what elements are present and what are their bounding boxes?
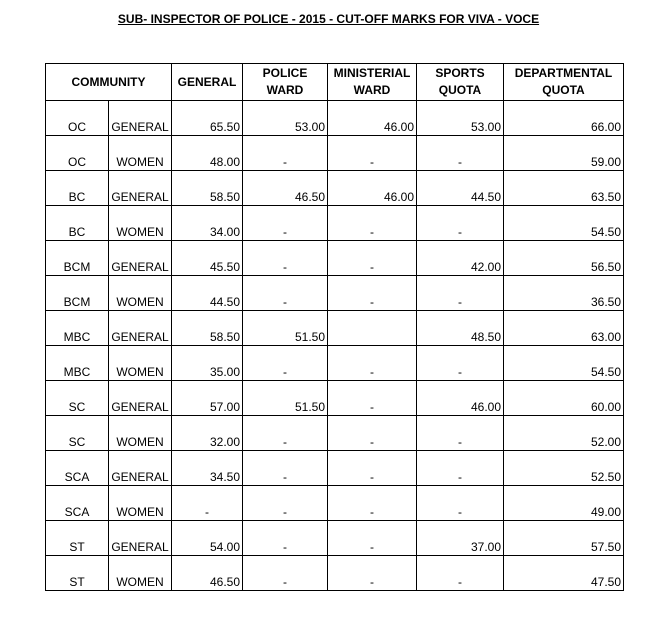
sports-quota-cell: - <box>417 486 504 521</box>
departmental-quota-cell: 49.00 <box>504 486 624 521</box>
category-cell: GENERAL <box>109 101 172 136</box>
table-row <box>46 416 624 451</box>
header-community: COMMUNITY <box>46 64 172 101</box>
departmental-quota-cell: 52.00 <box>504 416 624 451</box>
sports-quota-cell: - <box>417 451 504 486</box>
sports-quota-cell: - <box>417 346 504 381</box>
police-ward-cell: - <box>243 486 328 521</box>
general-cell: 35.00 <box>172 346 243 381</box>
ministerial-ward-cell: - <box>328 136 417 171</box>
ministerial-ward-cell: - <box>328 451 417 486</box>
community-cell: BC <box>46 206 109 241</box>
table-row <box>46 521 624 556</box>
category-cell: WOMEN <box>109 556 172 591</box>
table-row <box>46 311 624 346</box>
departmental-quota-cell: 36.50 <box>504 276 624 311</box>
table-row <box>46 241 624 276</box>
general-cell: 57.00 <box>172 381 243 416</box>
police-ward-cell: - <box>243 346 328 381</box>
ministerial-ward-cell: - <box>328 206 417 241</box>
cutoff-marks-table <box>45 63 624 591</box>
header-sports-quota: SPORTS QUOTA <box>417 64 504 101</box>
sports-quota-cell: 53.00 <box>417 101 504 136</box>
community-cell: MBC <box>46 346 109 381</box>
community-cell: SCA <box>46 451 109 486</box>
category-cell: WOMEN <box>109 346 172 381</box>
ministerial-ward-cell: 46.00 <box>328 101 417 136</box>
table-row <box>46 171 624 206</box>
departmental-quota-cell: 60.00 <box>504 381 624 416</box>
header-general: GENERAL <box>172 64 243 101</box>
category-cell: GENERAL <box>109 381 172 416</box>
table-row <box>46 451 624 486</box>
departmental-quota-cell: 54.50 <box>504 206 624 241</box>
police-ward-cell: - <box>243 451 328 486</box>
sports-quota-cell: - <box>417 206 504 241</box>
general-cell: 46.50 <box>172 556 243 591</box>
general-cell: 34.50 <box>172 451 243 486</box>
ministerial-ward-cell: - <box>328 276 417 311</box>
table-row <box>46 556 624 591</box>
departmental-quota-cell: 47.50 <box>504 556 624 591</box>
police-ward-cell: - <box>243 136 328 171</box>
category-cell: GENERAL <box>109 311 172 346</box>
sports-quota-cell: 46.00 <box>417 381 504 416</box>
police-ward-cell: - <box>243 241 328 276</box>
community-cell: OC <box>46 136 109 171</box>
table-row <box>46 206 624 241</box>
general-cell: 34.00 <box>172 206 243 241</box>
category-cell: GENERAL <box>109 171 172 206</box>
departmental-quota-cell: 63.00 <box>504 311 624 346</box>
police-ward-cell: 51.50 <box>243 311 328 346</box>
general-cell: 58.50 <box>172 311 243 346</box>
category-cell: WOMEN <box>109 276 172 311</box>
category-cell: GENERAL <box>109 241 172 276</box>
table-row <box>46 101 624 136</box>
police-ward-cell: - <box>243 276 328 311</box>
community-cell: ST <box>46 521 109 556</box>
general-cell: 45.50 <box>172 241 243 276</box>
police-ward-cell: - <box>243 206 328 241</box>
ministerial-ward-cell: - <box>328 381 417 416</box>
ministerial-ward-cell: - <box>328 241 417 276</box>
community-cell: MBC <box>46 311 109 346</box>
police-ward-cell: 51.50 <box>243 381 328 416</box>
departmental-quota-cell: 63.50 <box>504 171 624 206</box>
table-row <box>46 486 624 521</box>
general-cell: 58.50 <box>172 171 243 206</box>
sports-quota-cell: 44.50 <box>417 171 504 206</box>
sports-quota-cell: 37.00 <box>417 521 504 556</box>
category-cell: WOMEN <box>109 486 172 521</box>
departmental-quota-cell: 66.00 <box>504 101 624 136</box>
header-ministerial-ward: MINISTERIAL WARD <box>328 64 417 101</box>
community-cell: SC <box>46 416 109 451</box>
community-cell: BCM <box>46 276 109 311</box>
category-cell: GENERAL <box>109 521 172 556</box>
category-cell: WOMEN <box>109 136 172 171</box>
sports-quota-cell: 48.50 <box>417 311 504 346</box>
table-row <box>46 381 624 416</box>
departmental-quota-cell: 56.50 <box>504 241 624 276</box>
community-cell: SCA <box>46 486 109 521</box>
category-cell: WOMEN <box>109 206 172 241</box>
table-row <box>46 136 624 171</box>
community-cell: BC <box>46 171 109 206</box>
departmental-quota-cell: 57.50 <box>504 521 624 556</box>
police-ward-cell: 53.00 <box>243 101 328 136</box>
table-body <box>46 101 624 591</box>
sports-quota-cell: - <box>417 136 504 171</box>
document-title-text: SUB- INSPECTOR OF POLICE - 2015 - CUT-OFF MARKS FOR VIVA - VOCE <box>117 12 540 26</box>
departmental-quota-cell: 59.00 <box>504 136 624 171</box>
header-police-ward: POLICE WARD <box>243 64 328 101</box>
general-cell: 65.50 <box>172 101 243 136</box>
ministerial-ward-cell: - <box>328 556 417 591</box>
police-ward-cell: - <box>243 521 328 556</box>
community-cell: OC <box>46 101 109 136</box>
sports-quota-cell: - <box>417 416 504 451</box>
ministerial-ward-cell <box>328 311 417 346</box>
ministerial-ward-cell: - <box>328 486 417 521</box>
police-ward-cell: - <box>243 556 328 591</box>
general-cell: 44.50 <box>172 276 243 311</box>
general-cell: 54.00 <box>172 521 243 556</box>
header-row <box>46 64 624 101</box>
ministerial-ward-cell: 46.00 <box>328 171 417 206</box>
general-cell: 32.00 <box>172 416 243 451</box>
ministerial-ward-cell: - <box>328 346 417 381</box>
community-cell: SC <box>46 381 109 416</box>
sports-quota-cell: - <box>417 556 504 591</box>
sports-quota-cell: - <box>417 276 504 311</box>
category-cell: GENERAL <box>109 451 172 486</box>
table-row <box>46 276 624 311</box>
table-row <box>46 346 624 381</box>
header-departmental-quota: DEPARTMENTAL QUOTA <box>504 64 624 101</box>
sports-quota-cell: 42.00 <box>417 241 504 276</box>
ministerial-ward-cell: - <box>328 521 417 556</box>
departmental-quota-cell: 54.50 <box>504 346 624 381</box>
police-ward-cell: 46.50 <box>243 171 328 206</box>
category-cell: WOMEN <box>109 416 172 451</box>
document-title <box>0 12 657 26</box>
general-cell: - <box>172 486 243 521</box>
general-cell: 48.00 <box>172 136 243 171</box>
community-cell: BCM <box>46 241 109 276</box>
departmental-quota-cell: 52.50 <box>504 451 624 486</box>
community-cell: ST <box>46 556 109 591</box>
ministerial-ward-cell: - <box>328 416 417 451</box>
police-ward-cell: - <box>243 416 328 451</box>
